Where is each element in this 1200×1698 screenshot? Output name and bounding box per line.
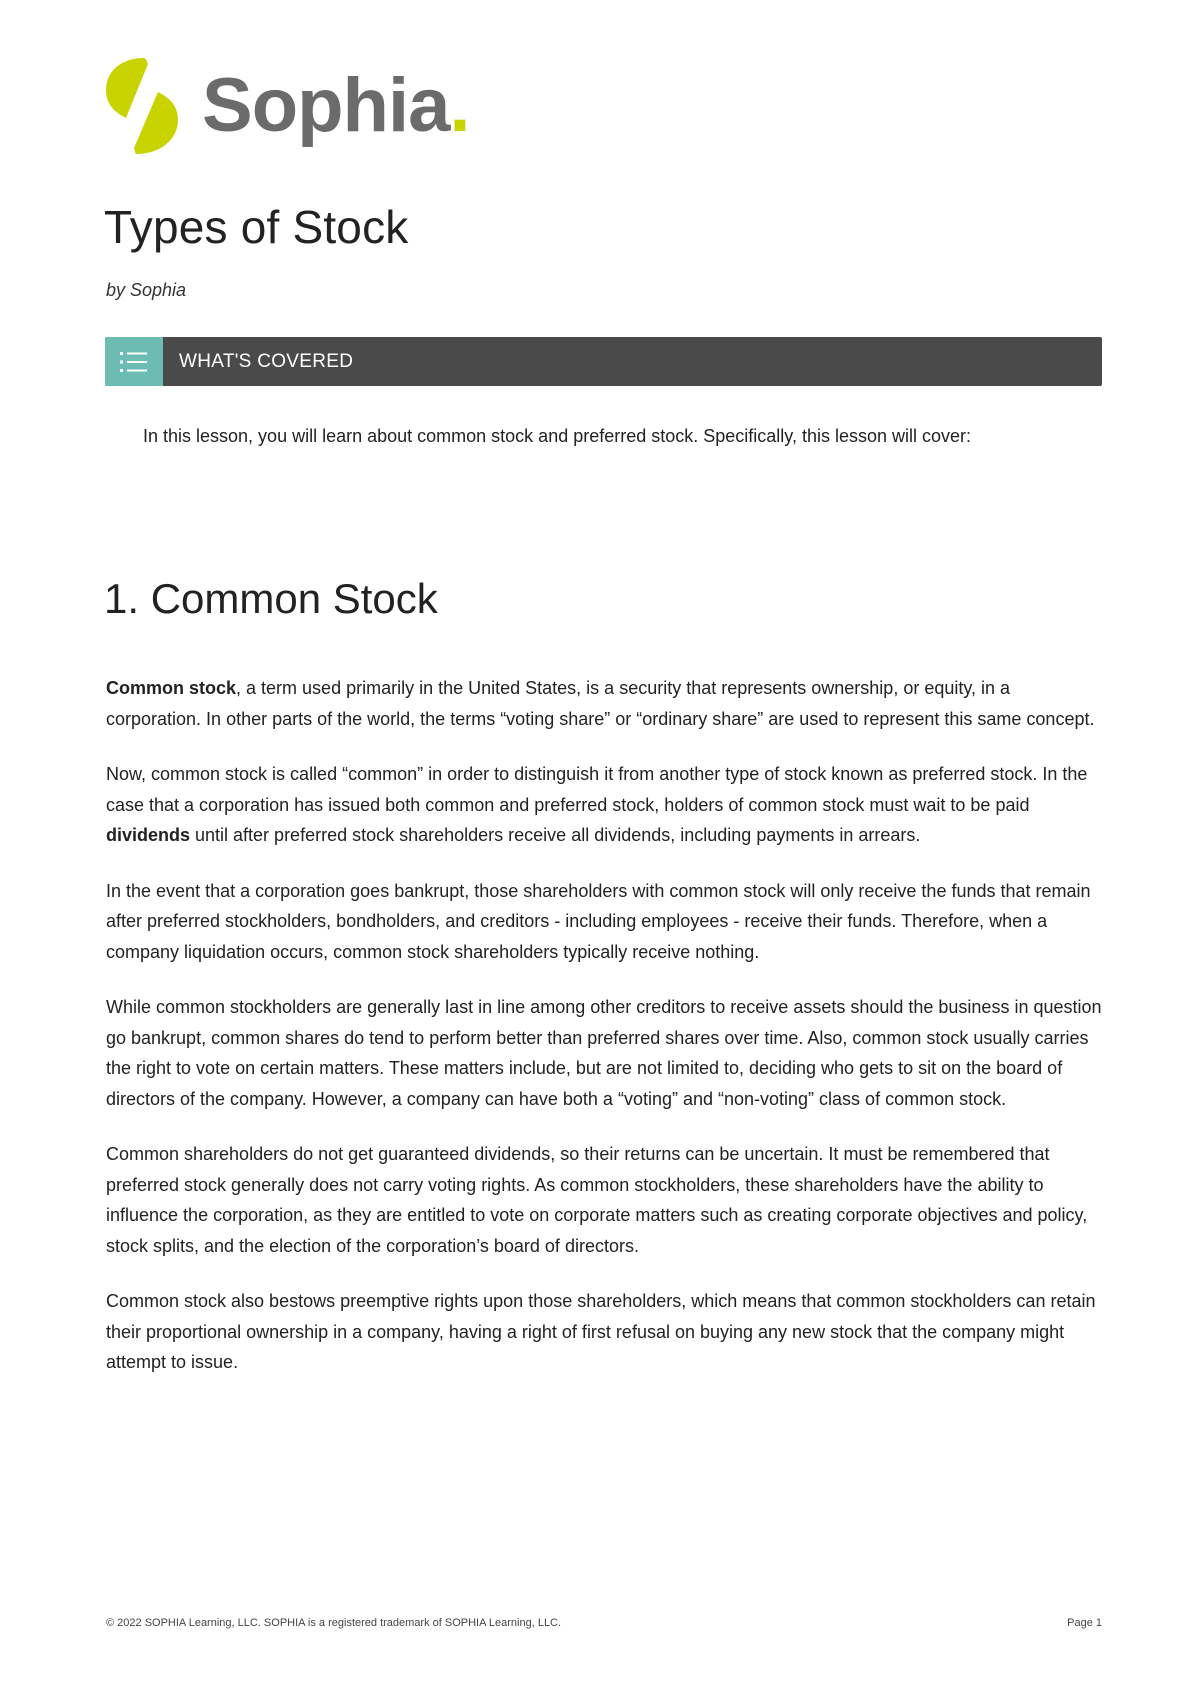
page-footer [106, 1617, 1102, 1629]
paragraph-6: Common stock also bestows preemptive rights upon those shareholders, which means that common stockholders can retain their proportional ownership in a company, having a right of first refusal on buying any new stock that the company might attempt to issue. [106, 1291, 1096, 1372]
section-body [106, 673, 1106, 1403]
paragraph-5: Common shareholders do not get guaranteed dividends, so their returns can be uncertain. It must be remembered that preferred stock generally does not carry voting rights. As common stockholders, these shareholders have the ability to influence the corporation, as they are entitled to vote on corporate matters such as creating corporate objectives and policy, stock splits, and the election of the corporation’s board of directors. [106, 1144, 1088, 1256]
page-title: Types of Stock [104, 201, 409, 253]
page-number: Page 1 [1067, 1617, 1102, 1629]
copyright-notice: © 2022 SOPHIA Learning, LLC. SOPHIA is a registered trademark of SOPHIA Learning, LLC. [106, 1617, 562, 1629]
whats-covered-bar [105, 337, 1102, 386]
byline: by Sophia [106, 280, 187, 300]
term-dividends: dividends [106, 825, 191, 845]
whats-covered-text: In this lesson, you will learn about common stock and preferred stock. Specifically, this lesson will cover: [143, 426, 972, 446]
section-heading-common-stock: 1. Common Stock [104, 575, 438, 622]
paragraph-1: Common stock, a term used primarily in the United States, is a security that represents ownership, or equity, in a corporation. In other parts of the world, the terms “voting share” or “ordinary share” are used to represent this same concept. [106, 678, 1095, 729]
sophia-s-logo-icon [104, 54, 180, 158]
term-common-stock: Common stock [106, 678, 237, 698]
paragraph-4: While common stockholders are generally last in line among other creditors to receive assets should the business in question go bankrupt, common shares do tend to perform better than preferred shares over time. Also, common stock usually carries the right to vote on certain matters. These matters include, but are not limited to, deciding who gets to sit on the board of directors of the company. However, a company can have both a “voting” and “non-voting” class of common stock. [106, 997, 1102, 1109]
sophia-logo [104, 54, 469, 158]
list-icon [105, 337, 163, 386]
paragraph-3: In the event that a corporation goes bankrupt, those shareholders with common stock will only receive the funds that remain after preferred stockholders, bondholders, and creditors - including employees - receive their funds. Therefore, when a company liquidation occurs, common stock shareholders typically receive nothing. [106, 880, 1091, 962]
sophia-wordmark: Sophia. [202, 63, 470, 148]
whats-covered-label: WHAT'S COVERED [179, 350, 354, 372]
paragraph-2: Now, common stock is called “common” in order to distinguish it from another type of stock known as preferred stock. In the case that a corporation has issued both common and preferred stock, holders of common stock must wait to be paid dividends until after preferred stock shareholders receive all dividends, including payments in arrears. [106, 764, 1088, 845]
